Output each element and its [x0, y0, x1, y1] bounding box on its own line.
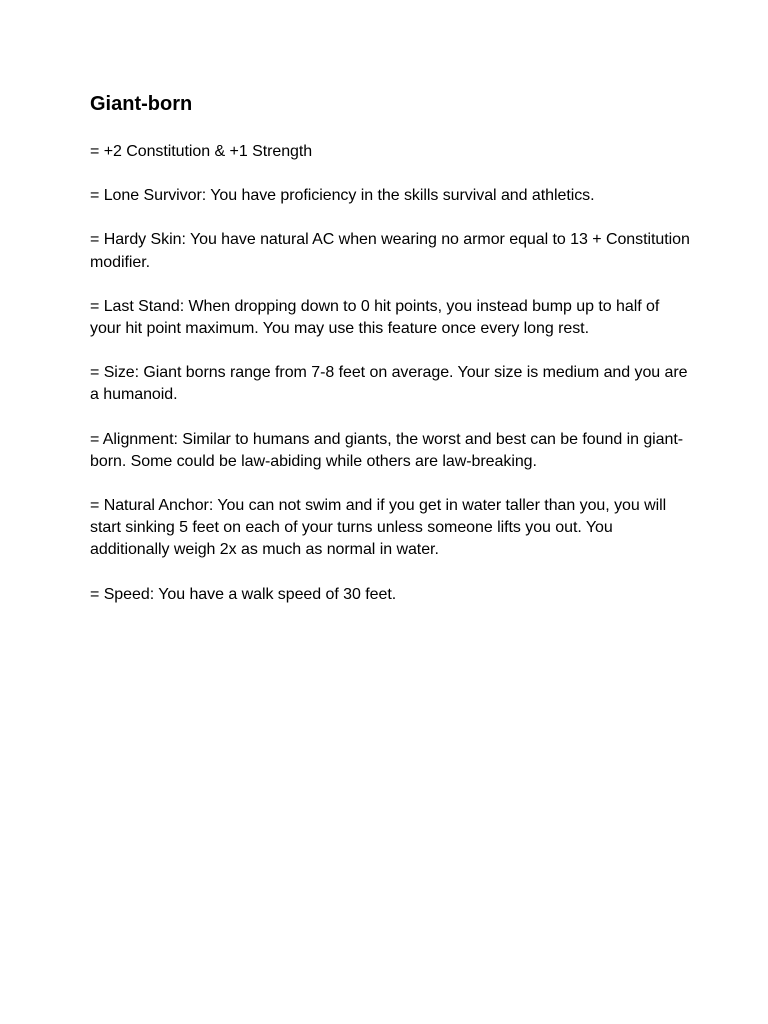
document-title: Giant-born	[90, 93, 193, 115]
lone-survivor-paragraph: = Lone Survivor: You have proficiency in the skills survival and athletics.	[90, 187, 595, 205]
last-stand-paragraph: = Last Stand: When dropping down to 0 hit points, you instead bump up to half of your hit point maximum. You may use this feature once every long rest.	[90, 297, 660, 338]
ability-bonus-paragraph: = +2 Constitution & +1 Strength	[90, 143, 313, 160]
alignment-paragraph: = Alignment: Similar to humans and giants, the worst and best can be found in giant-born. Some could be law-abiding while others are law-breaking.	[90, 430, 684, 470]
natural-anchor-paragraph: = Natural Anchor: You can not swim and if you get in water taller than you, you will start sinking 5 feet on each of your turns unless someone lifts you out. You additionally weigh 2x as much as normal in water.	[90, 497, 667, 559]
document-page	[90, 90, 690, 628]
hardy-skin-paragraph: = Hardy Skin: You have natural AC when wearing no armor equal to 13 + Constitution modifier.	[90, 231, 690, 271]
size-paragraph: = Size: Giant borns range from 7-8 feet on average. Your size is medium and you are a humanoid.	[90, 364, 688, 404]
speed-paragraph: = Speed: You have a walk speed of 30 feet.	[90, 585, 397, 603]
